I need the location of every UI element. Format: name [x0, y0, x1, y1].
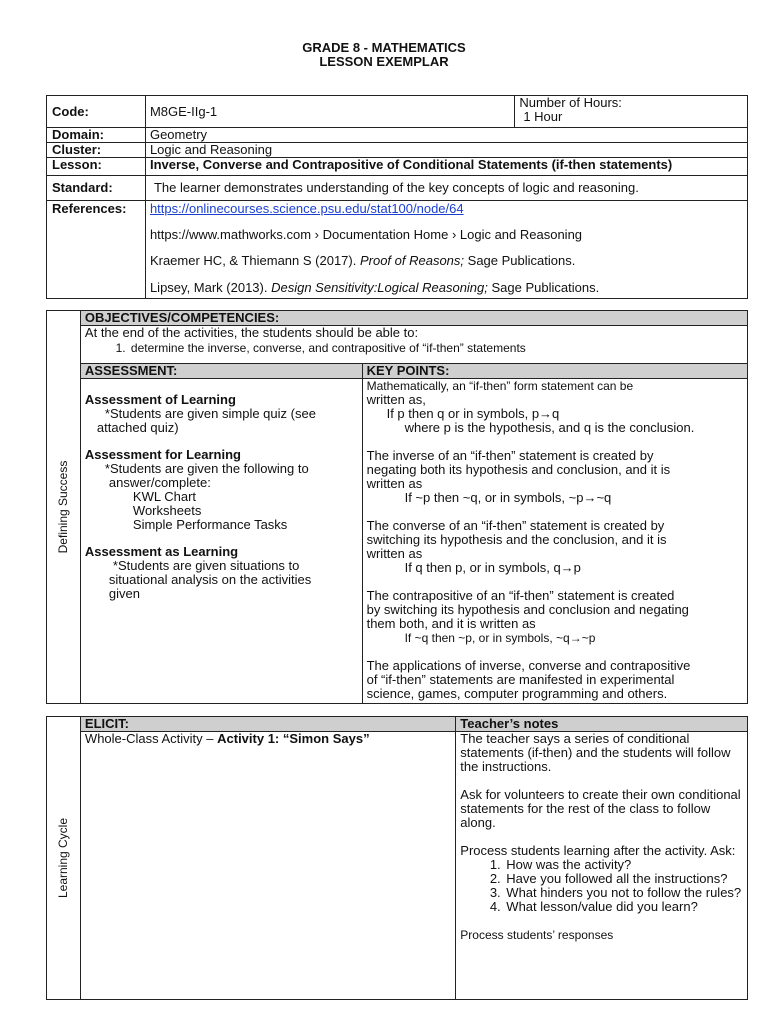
kp5-c: science, games, computer programming and others.	[366, 686, 668, 701]
kp1-a: Mathematically, an “if-then” form statement can be	[366, 379, 634, 393]
elicit-cell	[80, 732, 455, 1000]
objectives-cell	[80, 326, 747, 364]
activity-title	[85, 732, 455, 746]
afl-title: Assessment for Learning	[84, 447, 241, 462]
kp1-c: If p then q or in symbols, p→q	[386, 406, 560, 421]
reference-kraemer-author: Kraemer HC, & Thiemann S (2017).	[149, 253, 360, 268]
aal-text2: situational analysis on the activities	[108, 572, 312, 587]
standard-value: The learner demonstrates understanding of the key concepts of logic and reasoning.	[145, 176, 747, 201]
aol-title: Assessment of Learning	[84, 392, 236, 407]
kp4-d: If ~q then ~p, or in symbols, ~q→~p	[404, 631, 596, 645]
lesson-label: Lesson:	[47, 158, 146, 176]
domain-value: Geometry	[145, 128, 747, 143]
objectives-intro: At the end of the activities, the students should be able to:	[84, 325, 419, 340]
aol-text2: attached quiz)	[96, 420, 179, 435]
reference-lipsey	[150, 281, 599, 295]
domain-label: Domain:	[47, 128, 146, 143]
lesson-info-table	[46, 95, 748, 299]
code-label: Code:	[47, 96, 146, 128]
keypoints-header: KEY POINTS:	[362, 364, 747, 379]
teachers-notes-cell	[456, 732, 748, 1000]
afl-text1: *Students are given the following to	[104, 461, 309, 476]
elicit-header: ELICIT:	[80, 717, 455, 732]
assessment-cell	[80, 379, 362, 704]
question-4: 4. What lesson/value did you learn?	[504, 900, 747, 914]
kp2-d: If ~p then ~q, or in symbols, ~p→~q	[404, 490, 612, 505]
document-title: GRADE 8 - MATHEMATICS	[302, 40, 466, 55]
kp2-c: written as	[366, 476, 423, 491]
cluster-value: Logic and Reasoning	[145, 143, 747, 158]
activity-type: Whole-Class Activity –	[84, 731, 218, 746]
standard-label: Standard:	[47, 176, 146, 201]
reference-kraemer	[150, 254, 575, 268]
references-cell	[145, 201, 747, 299]
afl-text2: answer/complete:	[108, 475, 211, 490]
kp4-c: them both, and it is written as	[366, 616, 536, 631]
references-label: References:	[47, 201, 146, 299]
kp2-b: negating both its hypothesis and conclusion, and it is	[366, 462, 671, 477]
defining-success-label: Defining Success	[56, 460, 71, 554]
question-3: 3. What hinders you not to follow the rules?	[504, 886, 747, 900]
hours-value: 1 Hour	[523, 109, 563, 124]
reference-kraemer-publisher: Sage Publications.	[464, 253, 576, 268]
reference-lipsey-publisher: Sage Publications.	[487, 280, 600, 295]
note-2: Ask for volunteers to create their own conditional statements for the rest of the class to follow along.	[460, 787, 741, 830]
note-3: Process students learning after the activity. Ask:	[460, 843, 736, 858]
afl-item-worksheets: Worksheets	[132, 503, 202, 518]
aal-title: Assessment as Learning	[84, 544, 239, 559]
aal-text3: given	[108, 586, 140, 601]
kp4-b: by switching its hypothesis and conclusion and negating	[366, 602, 689, 617]
question-1: 1. How was the activity?	[504, 858, 747, 872]
kp3-d: If q then p, or in symbols, q→p	[404, 560, 581, 575]
objectives-header: OBJECTIVES/COMPETENCIES:	[80, 311, 747, 326]
note-4: Process students’ responses	[460, 928, 614, 942]
learning-cycle-side	[47, 717, 81, 1000]
kp2-a: The inverse of an “if-then” statement is created by	[366, 448, 654, 463]
keypoints-cell	[362, 379, 747, 704]
defining-success-side	[47, 311, 81, 704]
aal-text1: *Students are given situations to	[112, 558, 300, 573]
reference-lipsey-title: Design Sensitivity:Logical Reasoning;	[271, 280, 488, 295]
kp5-b: of “if-then” statements are manifested in experimental	[366, 672, 675, 687]
aol-text1: *Students are given simple quiz (see	[104, 406, 316, 421]
activity-name: Activity 1: “Simon Says”	[217, 731, 370, 746]
kp3-b: switching its hypothesis and the conclusion, and it is	[366, 532, 667, 547]
kp4-a: The contrapositive of an “if-then” statement is created	[366, 588, 675, 603]
reference-lipsey-author: Lipsey, Mark (2013).	[149, 280, 272, 295]
reference-kraemer-title: Proof of Reasons;	[359, 253, 465, 268]
question-2: 2. Have you followed all the instructions?	[504, 872, 747, 886]
kp5-a: The applications of inverse, converse and contrapositive	[366, 658, 691, 673]
kp1-b: written as,	[366, 392, 426, 407]
cluster-label: Cluster:	[47, 143, 146, 158]
hours-label: Number of Hours:	[519, 95, 622, 110]
document-subtitle: LESSON EXEMPLAR	[319, 54, 449, 69]
lesson-value: Inverse, Converse and Contrapositive of Conditional Statements (if-then statements)	[145, 158, 747, 176]
code-value: M8GE-IIg-1	[145, 96, 514, 128]
kp3-a: The converse of an “if-then” statement is created by	[366, 518, 665, 533]
kp3-c: written as	[366, 546, 423, 561]
objective-item: 1. determine the inverse, converse, and contrapositive of “if-then” statements	[129, 341, 747, 355]
reference-mathworks: https://www.mathworks.com › Documentation Home › Logic and Reasoning	[149, 227, 583, 242]
kp1-d: where p is the hypothesis, and q is the conclusion.	[404, 420, 695, 435]
reference-link[interactable]: https://onlinecourses.science.psu.edu/stat100/node/64	[149, 201, 464, 216]
learning-cycle-label: Learning Cycle	[56, 817, 71, 899]
learning-cycle-table	[46, 716, 748, 1000]
hours-cell	[515, 96, 748, 128]
assessment-header: ASSESSMENT:	[80, 364, 362, 379]
teachers-notes-header: Teacher’s notes	[456, 717, 748, 732]
defining-success-table	[46, 310, 748, 704]
afl-item-performance: Simple Performance Tasks	[132, 517, 288, 532]
note-1: The teacher says a series of conditional statements (if-then) and the students will follow the instructions.	[460, 731, 731, 774]
afl-item-kwl: KWL Chart	[132, 489, 197, 504]
